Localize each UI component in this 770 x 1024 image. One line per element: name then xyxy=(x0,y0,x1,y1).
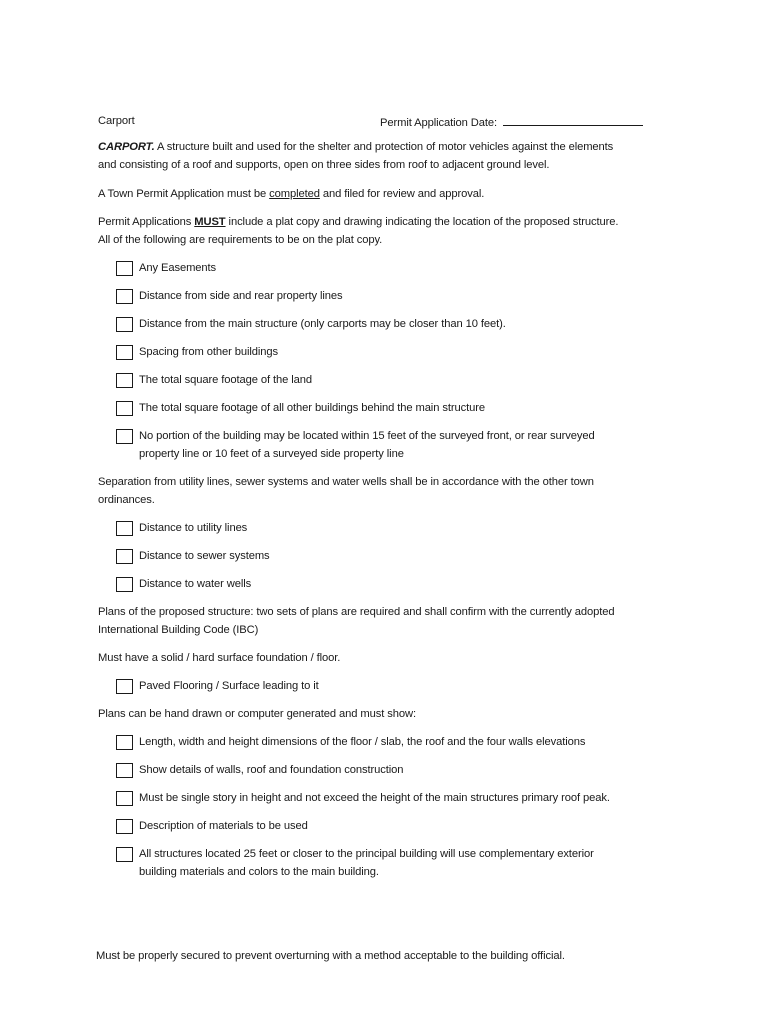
permit-date-field[interactable] xyxy=(380,115,643,129)
plat-item-setback: No portion of the building may be located within 15 feet of the surveyed front, or rear surveyed property line or 10 feet of a surveyed side property line xyxy=(116,429,595,463)
plat-requirement-line-1: Permit Applications MUST include a plat copy and drawing indicating the location of the proposed structure. xyxy=(98,216,619,228)
drawn-item-details: Show details of walls, roof and foundation construction xyxy=(116,763,403,779)
checkbox[interactable] xyxy=(116,577,133,592)
drawn-item-complementary: All structures located 25 feet or closer to the principal building will use complementary exterior building materials and colors to the main building. xyxy=(116,847,594,881)
plat-item-side-rear-distance: Distance from side and rear property lines xyxy=(116,289,343,305)
drawn-item-single-story: Must be single story in height and not exceed the height of the main structures primary roof peak. xyxy=(116,791,610,807)
plat-requirement-line-2: All of the following are requirements to be on the plat copy. xyxy=(98,234,383,246)
checkbox[interactable] xyxy=(116,679,133,694)
checkbox[interactable] xyxy=(116,521,133,536)
plat-item-spacing: Spacing from other buildings xyxy=(116,345,278,361)
drawn-item-dimensions: Length, width and height dimensions of the floor / slab, the roof and the four walls elevations xyxy=(116,735,585,751)
checkbox[interactable] xyxy=(116,261,133,276)
separation-line-1: Separation from utility lines, sewer systems and water wells shall be in accordance with the other town xyxy=(98,476,594,488)
carport-definition-line-2: and consisting of a roof and supports, open on three sides from roof to adjacent ground level. xyxy=(98,159,550,171)
checkbox[interactable] xyxy=(116,289,133,304)
separation-item-sewer: Distance to sewer systems xyxy=(116,549,270,565)
plat-item-easements: Any Easements xyxy=(116,261,216,277)
checkbox[interactable] xyxy=(116,373,133,388)
permit-date-blank[interactable] xyxy=(503,115,643,126)
application-requirement: A Town Permit Application must be completed and filed for review and approval. xyxy=(98,188,485,200)
checkbox[interactable] xyxy=(116,345,133,360)
plans-line-1: Plans of the proposed structure: two sets of plans are required and shall confirm with the currently adopted xyxy=(98,606,615,618)
drawn-item-materials: Description of materials to be used xyxy=(116,819,308,835)
foundation-line: Must have a solid / hard surface foundation / floor. xyxy=(98,652,341,664)
checkbox[interactable] xyxy=(116,549,133,564)
checkbox[interactable] xyxy=(116,735,133,750)
checkbox[interactable] xyxy=(116,791,133,806)
separation-item-wells: Distance to water wells xyxy=(116,577,251,593)
plat-item-land-footage: The total square footage of the land xyxy=(116,373,312,389)
separation-item-utility: Distance to utility lines xyxy=(116,521,247,537)
checkbox[interactable] xyxy=(116,429,133,444)
checkbox[interactable] xyxy=(116,847,133,862)
plans-show-line: Plans can be hand drawn or computer generated and must show: xyxy=(98,708,417,720)
carport-definition-line-1: CARPORT. A structure built and used for the shelter and protection of motor vehicles against the elements xyxy=(98,141,614,153)
foundation-item: Paved Flooring / Surface leading to it xyxy=(116,679,319,695)
checkbox[interactable] xyxy=(116,819,133,834)
permit-date-label: Permit Application Date: xyxy=(380,117,497,129)
checkbox[interactable] xyxy=(116,763,133,778)
checkbox[interactable] xyxy=(116,401,133,416)
carport-term: CARPORT. xyxy=(98,141,155,153)
must-emphasis: MUST xyxy=(194,216,226,228)
plans-line-2: International Building Code (IBC) xyxy=(98,624,259,636)
plat-item-main-structure-distance: Distance from the main structure (only carports may be closer than 10 feet). xyxy=(116,317,506,333)
completed-underlined: completed xyxy=(269,188,320,200)
checkbox[interactable] xyxy=(116,317,133,332)
separation-line-2: ordinances. xyxy=(98,494,155,506)
plat-item-buildings-footage: The total square footage of all other buildings behind the main structure xyxy=(116,401,485,417)
footer-statement: Must be properly secured to prevent overturning with a method acceptable to the building official. xyxy=(96,950,565,962)
document-title: Carport xyxy=(98,115,135,127)
